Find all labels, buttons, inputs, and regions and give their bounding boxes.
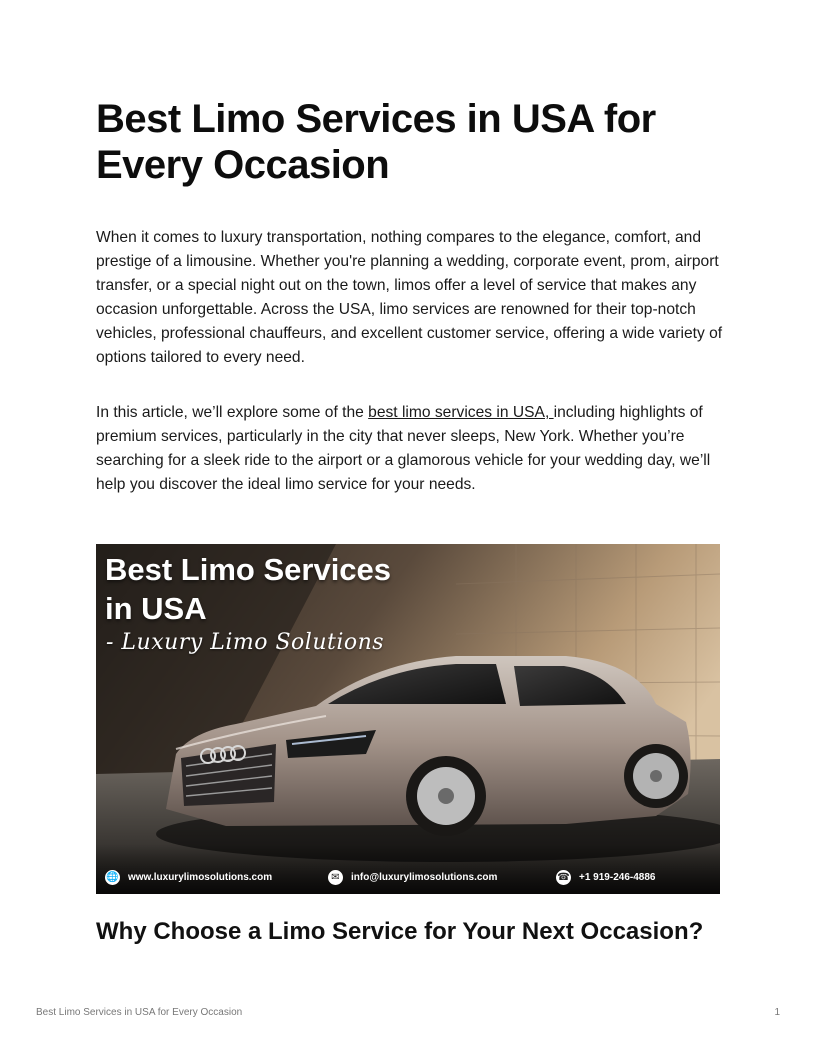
mail-icon: ✉ bbox=[328, 870, 343, 885]
banner-phone bbox=[556, 870, 655, 885]
paragraph-text-after-link: including highlights of premium services, particularly in the city that never sleeps, New York. Whether you’re searching for a sleek ride to the airport or a glamorous vehicle for your wedding day, we’ll help you discover the ideal limo service for your needs. bbox=[96, 404, 711, 493]
banner-website bbox=[105, 870, 272, 885]
intro-paragraph: When it comes to luxury transportation, nothing compares to the elegance, comfort, and prestige of a limousine. Whether you're planning a wedding, corporate event, prom, airport transfer, or a special night out on the town, limos offer a level of service that makes any occasion unforgettable. Across the USA, limo services are renowned for their top-notch vehicles, professional chauffeurs, and excellent customer service, offering a wide variety of options tailored to every need. bbox=[96, 229, 723, 366]
footer-title: Best Limo Services in USA for Every Occasion bbox=[36, 1007, 243, 1018]
banner-title-line-2: in USA bbox=[105, 591, 207, 626]
banner-email-text: info@luxurylimosolutions.com bbox=[351, 872, 498, 883]
banner-email bbox=[328, 870, 497, 885]
best-limo-services-link[interactable]: best limo services in USA, bbox=[368, 404, 554, 421]
phone-icon: ☎ bbox=[557, 872, 570, 883]
banner-phone-text: +1 919-246-4886 bbox=[579, 872, 656, 883]
banner-title bbox=[105, 550, 391, 628]
page-title: Best Limo Services in USA for Every Occasion bbox=[96, 97, 656, 187]
paragraph-text-before-link: In this article, we’ll explore some of the bbox=[96, 404, 369, 421]
article-paragraph bbox=[96, 401, 726, 497]
section-heading: Why Choose a Limo Service for Your Next Occasion? bbox=[96, 918, 704, 945]
globe-icon: 🌐 bbox=[106, 872, 119, 883]
banner-website-text: www.luxurylimosolutions.com bbox=[128, 872, 273, 883]
banner-image bbox=[96, 544, 720, 894]
banner-subtitle: - Luxury Limo Solutions bbox=[106, 630, 385, 655]
banner-title-line-1: Best Limo Services bbox=[105, 552, 392, 587]
page-number: 1 bbox=[774, 1007, 780, 1018]
